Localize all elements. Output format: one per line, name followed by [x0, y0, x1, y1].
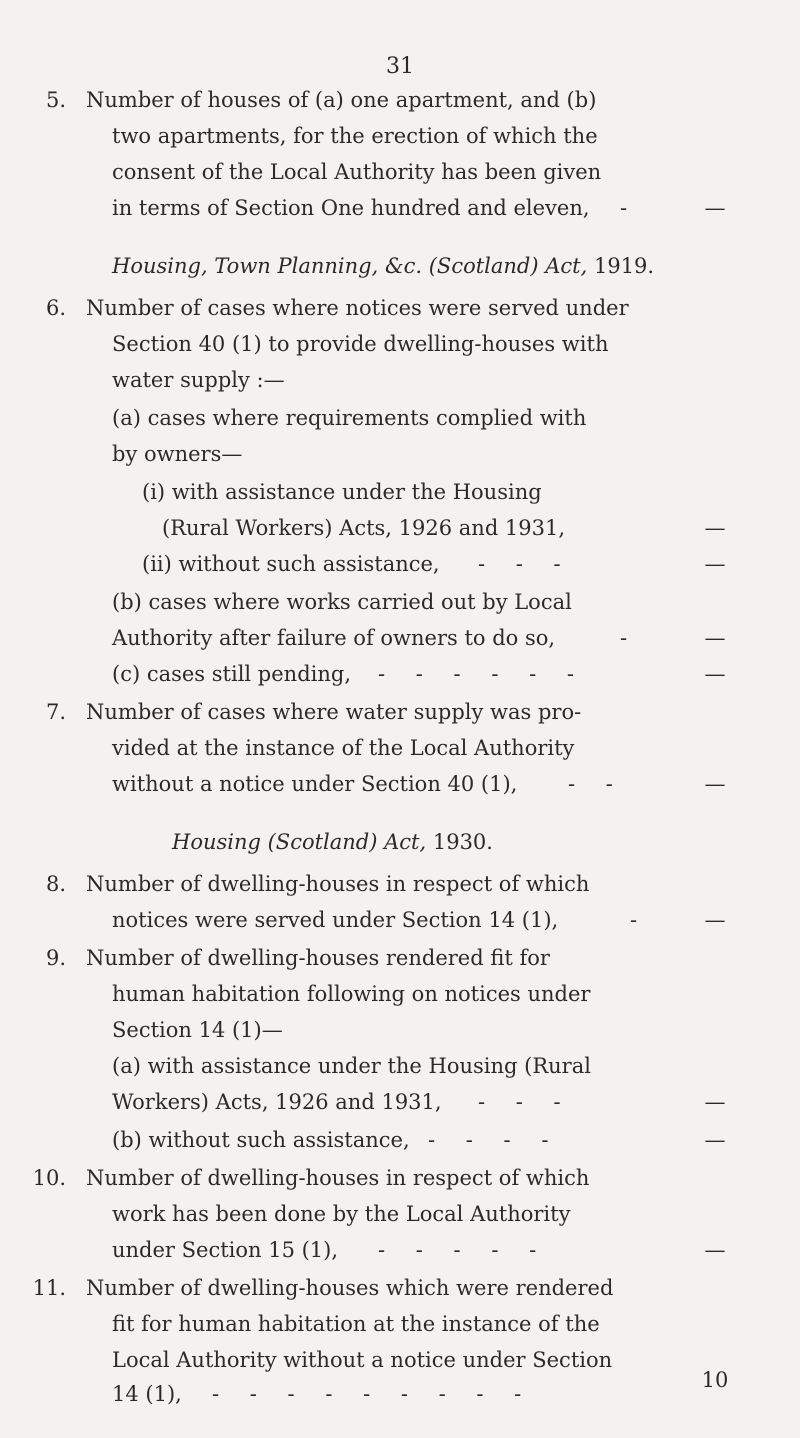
item-text: (Rural Workers) Acts, 1926 and 1931, — [162, 516, 566, 540]
item-6-line-2 — [0, 328, 800, 360]
item-text: work has been done by the Local Authority — [112, 1202, 571, 1226]
item-9-line-1 — [0, 942, 800, 974]
item-text: Number of dwelling-houses in respect of which — [86, 1166, 590, 1190]
item-text: in terms of Section One hundred and eleven, — [112, 196, 590, 220]
item-text: water supply :— — [112, 368, 285, 392]
item-9a-line-2 — [0, 1086, 800, 1118]
item-text: (b) cases where works carried out by Local — [112, 590, 572, 614]
item-6-line-3 — [0, 364, 800, 396]
item-5-line-1 — [0, 84, 800, 116]
item-text: (ii) without such assistance, — [142, 552, 440, 576]
act-year: 1919. — [593, 254, 655, 278]
item-text: Number of cases where notices were served under — [86, 296, 629, 320]
item-number: 11. — [32, 1276, 66, 1300]
item-6a-line-2 — [0, 438, 800, 470]
item-9a-value: — — [704, 1090, 726, 1114]
leader-dashes: - — [620, 626, 640, 650]
item-6c-line-1 — [0, 658, 800, 690]
item-number: 9. — [45, 946, 66, 970]
item-5-value: — — [704, 196, 726, 220]
item-number: 8. — [45, 872, 66, 896]
item-text: vided at the instance of the Local Authority — [112, 736, 575, 760]
item-10-line-2 — [0, 1198, 800, 1230]
item-10-line-3 — [0, 1234, 800, 1266]
item-text: (b) without such assistance, — [112, 1128, 410, 1152]
item-6-line-1 — [0, 292, 800, 324]
page-number: 31 — [386, 54, 414, 79]
item-text: under Section 15 (1), — [112, 1238, 339, 1262]
act-title: Housing (Scotland) Act, — [172, 830, 427, 854]
act-heading-1930 — [172, 826, 772, 858]
item-text: Section 40 (1) to provide dwelling-houses with — [112, 332, 609, 356]
item-text: Workers) Acts, 1926 and 1931, — [112, 1090, 442, 1114]
act-title: Housing, Town Planning, &c. (Scotland) Act, — [112, 254, 588, 278]
item-11-value: 10 — [701, 1368, 729, 1392]
item-text: human habitation following on notices under — [112, 982, 591, 1006]
item-text: Local Authority without a notice under Section — [112, 1348, 613, 1372]
leader-dashes: - - - — [478, 1090, 573, 1114]
item-number: 6. — [45, 296, 66, 320]
item-text: by owners— — [112, 442, 243, 466]
item-8-line-1 — [0, 868, 800, 900]
item-7-line-1 — [0, 696, 800, 728]
item-7-line-3 — [0, 768, 800, 800]
item-text: Number of houses of (a) one apartment, and (b) — [86, 88, 597, 112]
item-8-value: — — [704, 908, 726, 932]
item-9a-line-1 — [0, 1050, 800, 1082]
item-8-line-2 — [0, 904, 800, 936]
item-text: without a notice under Section 40 (1), — [112, 772, 518, 796]
item-6a-i-line-1 — [0, 476, 800, 508]
item-text: notices were served under Section 14 (1), — [112, 908, 559, 932]
item-text: Number of dwelling-houses rendered fit for — [86, 946, 550, 970]
leader-dashes: - - - - - - — [378, 662, 586, 686]
act-year: 1930. — [432, 830, 493, 854]
item-text: fit for human habitation at the instance of the — [112, 1312, 600, 1336]
item-7-value: — — [704, 772, 726, 796]
item-text: (a) with assistance under the Housing (Rural — [112, 1054, 591, 1078]
leader-dashes: - - - - - - - - - — [212, 1382, 534, 1406]
item-9-line-2 — [0, 978, 800, 1010]
item-10-value: — — [704, 1238, 726, 1262]
item-9b-value: — — [704, 1128, 726, 1152]
item-6a-line-1 — [0, 402, 800, 434]
item-7-line-2 — [0, 732, 800, 764]
item-6c-value: — — [704, 662, 726, 686]
item-text: (c) cases still pending, — [112, 662, 351, 686]
item-11-line-4 — [0, 1368, 800, 1410]
item-text: 14 (1), — [112, 1382, 182, 1406]
item-text: (a) cases where requirements complied with — [112, 406, 587, 430]
item-text: consent of the Local Authority has been given — [112, 160, 602, 184]
item-11-line-1 — [0, 1272, 800, 1304]
act-heading-1919 — [112, 250, 712, 282]
leader-dashes: - — [620, 196, 640, 220]
item-6a-i-line-2 — [0, 512, 800, 544]
leader-dashes: - - - — [478, 552, 573, 576]
item-5-line-3 — [0, 156, 800, 188]
item-6b-value: — — [704, 626, 726, 650]
item-11-line-2 — [0, 1308, 800, 1340]
item-text: Number of cases where water supply was pro- — [86, 700, 582, 724]
item-5-line-2 — [0, 120, 800, 152]
item-6b-line-1 — [0, 586, 800, 618]
item-10-line-1 — [0, 1162, 800, 1194]
item-text: two apartments, for the erection of which the — [112, 124, 598, 148]
leader-dashes: - - - - — [428, 1128, 561, 1152]
item-text: (i) with assistance under the Housing — [142, 480, 542, 504]
item-text: Authority after failure of owners to do so, — [112, 626, 556, 650]
leader-dashes: - - — [568, 772, 625, 796]
item-text: Number of dwelling-houses in respect of which — [86, 872, 590, 896]
leader-dashes: - — [630, 908, 650, 932]
leader-dashes: - - - - - — [378, 1238, 549, 1262]
item-text: Number of dwelling-houses which were rendered — [86, 1276, 614, 1300]
item-number: 7. — [45, 700, 66, 724]
item-6b-line-2 — [0, 622, 800, 654]
item-11-line-3 — [0, 1344, 800, 1376]
item-9-line-3 — [0, 1014, 800, 1046]
item-5-line-4 — [0, 192, 800, 224]
item-text: Section 14 (1)— — [112, 1018, 283, 1042]
item-6a-i-value: — — [704, 516, 726, 540]
item-number: 10. — [32, 1166, 66, 1190]
item-9b-line-1 — [0, 1124, 800, 1156]
item-number: 5. — [45, 88, 66, 112]
item-6a-ii-line-1 — [0, 548, 800, 580]
item-6a-ii-value: — — [704, 552, 726, 576]
